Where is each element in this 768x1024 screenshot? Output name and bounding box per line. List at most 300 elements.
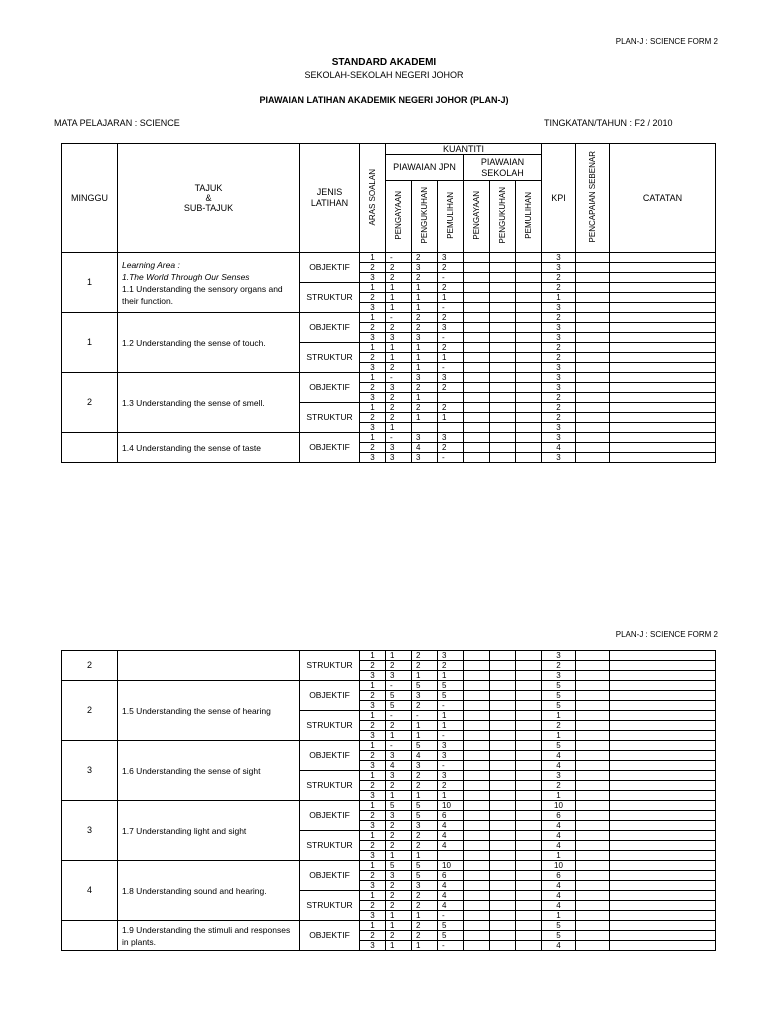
jpn-pengukuhan-cell: 1 — [412, 363, 438, 373]
aras-cell: 2 — [360, 931, 386, 941]
catatan-cell — [610, 433, 716, 443]
week-cell: 3 — [62, 801, 118, 861]
sek-pengukuhan-cell — [490, 731, 516, 741]
pencapaian-cell — [576, 253, 610, 263]
topic-line: 1.6 Understanding the sense of sight — [122, 765, 261, 776]
jpn-pemulihan-cell: - — [438, 701, 464, 711]
jpn-pengukuhan-cell: 1 — [412, 721, 438, 731]
sek-pemulihan-cell — [516, 363, 542, 373]
kpi-cell: 4 — [542, 751, 576, 761]
jpn-pengayaan-cell: 1 — [386, 851, 412, 861]
catatan-cell — [610, 751, 716, 761]
col-kuantiti: KUANTITI — [386, 144, 542, 155]
catatan-cell — [610, 453, 716, 463]
sek-pemulihan-cell — [516, 921, 542, 931]
kpi-cell: 3 — [542, 453, 576, 463]
pencapaian-cell — [576, 761, 610, 771]
catatan-cell — [610, 313, 716, 323]
sek-pengukuhan-cell — [490, 363, 516, 373]
catatan-cell — [610, 363, 716, 373]
aras-cell: 2 — [360, 871, 386, 881]
aras-cell: 3 — [360, 731, 386, 741]
aras-cell: 1 — [360, 741, 386, 751]
jpn-pengukuhan-cell: 1 — [412, 911, 438, 921]
jpn-pengayaan-cell: 1 — [386, 791, 412, 801]
jpn-pengayaan-cell: 1 — [386, 651, 412, 661]
aras-cell: 1 — [360, 433, 386, 443]
col-sek-pemulihan — [516, 181, 542, 253]
jpn-pemulihan-cell — [438, 423, 464, 433]
jpn-pengayaan-cell: 1 — [386, 303, 412, 313]
catatan-cell — [610, 871, 716, 881]
pencapaian-cell — [576, 413, 610, 423]
sek-pengukuhan-cell — [490, 393, 516, 403]
sek-pemulihan-cell — [516, 761, 542, 771]
sek-pengukuhan-cell — [490, 941, 516, 951]
jpn-pemulihan-cell: 3 — [438, 741, 464, 751]
pencapaian-cell — [576, 871, 610, 881]
sek-pengukuhan-cell — [490, 333, 516, 343]
pencapaian-cell — [576, 841, 610, 851]
sek-pengukuhan-cell — [490, 831, 516, 841]
sek-pemulihan-cell — [516, 691, 542, 701]
aras-cell: 2 — [360, 443, 386, 453]
sek-pemulihan-cell — [516, 741, 542, 751]
topic-line: Learning Area : — [122, 259, 180, 270]
jpn-pengayaan-cell: 2 — [386, 881, 412, 891]
aras-cell: 3 — [360, 363, 386, 373]
sek-pemulihan-cell — [516, 801, 542, 811]
catatan-cell — [610, 671, 716, 681]
pencapaian-cell — [576, 293, 610, 303]
sek-pengukuhan-cell — [490, 761, 516, 771]
sek-pemulihan-cell — [516, 901, 542, 911]
kpi-cell: 4 — [542, 941, 576, 951]
pencapaian-cell — [576, 343, 610, 353]
jpn-pengayaan-cell: 2 — [386, 363, 412, 373]
kpi-cell: 2 — [542, 283, 576, 293]
jenis-latihan-cell: STRUKTUR — [300, 343, 360, 373]
jpn-pemulihan-cell — [438, 851, 464, 861]
aras-cell: 3 — [360, 911, 386, 921]
jenis-latihan-cell: STRUKTUR — [300, 651, 360, 681]
jpn-pengukuhan-cell: 5 — [412, 811, 438, 821]
sek-pengayaan-cell — [464, 323, 490, 333]
table-row — [62, 801, 716, 811]
jpn-pengukuhan-cell: 2 — [412, 901, 438, 911]
pencapaian-cell — [576, 313, 610, 323]
sek-pengukuhan-cell — [490, 343, 516, 353]
sek-pemulihan-cell — [516, 651, 542, 661]
col-jenis-line1: JENIS — [316, 187, 343, 197]
sek-pengayaan-cell — [464, 901, 490, 911]
jpn-pengukuhan-cell: 2 — [412, 383, 438, 393]
pencapaian-cell — [576, 811, 610, 821]
col-jenis-line2: LATIHAN — [310, 198, 349, 208]
sek-pemulihan-cell — [516, 931, 542, 941]
col-jpn-pemulihan-label: PEMULIHAN — [446, 192, 455, 239]
sek-pemulihan-cell — [516, 881, 542, 891]
aras-cell: 2 — [360, 721, 386, 731]
col-sek-pemulihan-label: PEMULIHAN — [524, 192, 533, 239]
jpn-pemulihan-cell: 5 — [438, 931, 464, 941]
table-row — [62, 433, 716, 443]
kpi-cell: 3 — [542, 383, 576, 393]
kpi-cell: 6 — [542, 871, 576, 881]
week-cell — [62, 433, 118, 463]
pencapaian-cell — [576, 423, 610, 433]
jpn-pemulihan-cell: 5 — [438, 921, 464, 931]
grade-label: TINGKATAN/TAHUN : F2 / 2010 — [544, 118, 673, 128]
jpn-pemulihan-cell: 2 — [438, 313, 464, 323]
pencapaian-cell — [576, 661, 610, 671]
kpi-cell: 2 — [542, 781, 576, 791]
kpi-cell: 2 — [542, 721, 576, 731]
sek-pengukuhan-cell — [490, 671, 516, 681]
kpi-cell: 3 — [542, 323, 576, 333]
catatan-cell — [610, 721, 716, 731]
col-sek-pengukuhan-label: PENGUKUHAN — [498, 187, 507, 244]
jpn-pengukuhan-cell: 1 — [412, 353, 438, 363]
sek-pemulihan-cell — [516, 303, 542, 313]
sek-pengukuhan-cell — [490, 323, 516, 333]
jpn-pengayaan-cell: 5 — [386, 861, 412, 871]
aras-cell: 3 — [360, 393, 386, 403]
sek-pengayaan-cell — [464, 651, 490, 661]
sek-pengayaan-cell — [464, 383, 490, 393]
sek-pengayaan-cell — [464, 871, 490, 881]
sek-pengukuhan-cell — [490, 751, 516, 761]
sek-pengayaan-cell — [464, 831, 490, 841]
jenis-latihan-cell: STRUKTUR — [300, 771, 360, 801]
jpn-pengayaan-cell: 2 — [386, 413, 412, 423]
sek-pengayaan-cell — [464, 313, 490, 323]
jpn-pengayaan-cell: 2 — [386, 323, 412, 333]
pencapaian-cell — [576, 323, 610, 333]
kpi-cell: 10 — [542, 801, 576, 811]
catatan-cell — [610, 403, 716, 413]
jpn-pengayaan-cell: - — [386, 313, 412, 323]
jenis-latihan-cell: OBJEKTIF — [300, 313, 360, 343]
sek-pengayaan-cell — [464, 911, 490, 921]
kpi-cell: 4 — [542, 901, 576, 911]
jpn-pengayaan-cell: 1 — [386, 941, 412, 951]
catatan-cell — [610, 891, 716, 901]
sek-pengukuhan-cell — [490, 801, 516, 811]
jpn-pengukuhan-cell: 1 — [412, 671, 438, 681]
jpn-pengayaan-cell: 3 — [386, 771, 412, 781]
table-row — [62, 861, 716, 871]
kpi-cell: 5 — [542, 931, 576, 941]
kpi-cell: 2 — [542, 661, 576, 671]
kpi-cell: 4 — [542, 761, 576, 771]
jpn-pemulihan-cell: 6 — [438, 871, 464, 881]
catatan-cell — [610, 851, 716, 861]
kpi-cell: 2 — [542, 393, 576, 403]
col-minggu: MINGGU — [62, 144, 118, 253]
sek-pemulihan-cell — [516, 263, 542, 273]
kpi-cell: 5 — [542, 921, 576, 931]
sek-pengayaan-cell — [464, 701, 490, 711]
topic-line: 1.5 Understanding the sense of hearing — [122, 705, 271, 716]
kpi-cell: 3 — [542, 333, 576, 343]
aras-cell: 2 — [360, 353, 386, 363]
jpn-pengukuhan-cell: - — [412, 711, 438, 721]
topic-line: 1.2 Understanding the sense of touch. — [122, 337, 266, 348]
jenis-latihan-cell: STRUKTUR — [300, 711, 360, 741]
topic-cell — [118, 741, 300, 801]
aras-cell: 1 — [360, 283, 386, 293]
sek-pemulihan-cell — [516, 423, 542, 433]
jpn-pengayaan-cell: 3 — [386, 871, 412, 881]
sek-pemulihan-cell — [516, 283, 542, 293]
sek-pengukuhan-cell — [490, 303, 516, 313]
jpn-pengayaan-cell: 1 — [386, 283, 412, 293]
jpn-pemulihan-cell: 4 — [438, 891, 464, 901]
jpn-pemulihan-cell: 1 — [438, 671, 464, 681]
kpi-cell: 1 — [542, 911, 576, 921]
sek-pengayaan-cell — [464, 403, 490, 413]
sek-pengayaan-cell — [464, 253, 490, 263]
catatan-cell — [610, 303, 716, 313]
subject-label: MATA PELAJARAN : SCIENCE — [54, 118, 180, 128]
kpi-cell: 4 — [542, 841, 576, 851]
catatan-cell — [610, 423, 716, 433]
catatan-cell — [610, 413, 716, 423]
jpn-pengukuhan-cell: 4 — [412, 443, 438, 453]
jpn-pengukuhan-cell: 2 — [412, 771, 438, 781]
sek-pengayaan-cell — [464, 671, 490, 681]
col-jpn-pengukuhan — [412, 181, 438, 253]
jpn-pemulihan-cell: - — [438, 941, 464, 951]
sek-pengukuhan-cell — [490, 811, 516, 821]
sek-pemulihan-cell — [516, 403, 542, 413]
topic-line: 1.The World Through Our Senses — [122, 271, 250, 282]
pencapaian-cell — [576, 891, 610, 901]
topic-cell — [118, 921, 300, 951]
jpn-pemulihan-cell: 1 — [438, 791, 464, 801]
sek-pengukuhan-cell — [490, 353, 516, 363]
jpn-pengukuhan-cell: 5 — [412, 681, 438, 691]
jpn-pengayaan-cell: 2 — [386, 901, 412, 911]
jpn-pengayaan-cell: - — [386, 253, 412, 263]
sek-pengukuhan-cell — [490, 443, 516, 453]
jpn-pemulihan-cell: 6 — [438, 811, 464, 821]
sek-pemulihan-cell — [516, 661, 542, 671]
jpn-pemulihan-cell: - — [438, 453, 464, 463]
jpn-pengukuhan-cell: 2 — [412, 253, 438, 263]
kpi-cell: 3 — [542, 363, 576, 373]
sek-pengukuhan-cell — [490, 383, 516, 393]
week-cell: 2 — [62, 681, 118, 741]
catatan-cell — [610, 931, 716, 941]
sek-pemulihan-cell — [516, 323, 542, 333]
sek-pemulihan-cell — [516, 253, 542, 263]
sek-pengukuhan-cell — [490, 273, 516, 283]
kpi-cell: 3 — [542, 253, 576, 263]
sek-pengayaan-cell — [464, 841, 490, 851]
sek-pemulihan-cell — [516, 333, 542, 343]
jpn-pengayaan-cell: 2 — [386, 721, 412, 731]
jpn-pemulihan-cell: 2 — [438, 443, 464, 453]
jenis-latihan-cell: OBJEKTIF — [300, 801, 360, 831]
jenis-latihan-cell: OBJEKTIF — [300, 921, 360, 951]
jpn-pengukuhan-cell: 1 — [412, 343, 438, 353]
jpn-pengayaan-cell: 2 — [386, 841, 412, 851]
sek-pengukuhan-cell — [490, 931, 516, 941]
jpn-pengayaan-cell: 2 — [386, 821, 412, 831]
jenis-latihan-cell: STRUKTUR — [300, 403, 360, 433]
jpn-pengayaan-cell: 1 — [386, 423, 412, 433]
sek-pemulihan-cell — [516, 911, 542, 921]
jpn-pengukuhan-cell: 3 — [412, 373, 438, 383]
catatan-cell — [610, 293, 716, 303]
col-jpn-pengayaan-label: PENGAYAAN — [394, 191, 403, 240]
jpn-pengukuhan-cell: 2 — [412, 701, 438, 711]
sek-pemulihan-cell — [516, 293, 542, 303]
pencapaian-cell — [576, 731, 610, 741]
table-row — [62, 373, 716, 383]
col-pencapaian — [576, 144, 610, 253]
pencapaian-cell — [576, 373, 610, 383]
catatan-cell — [610, 661, 716, 671]
sek-pengayaan-cell — [464, 751, 490, 761]
catatan-cell — [610, 343, 716, 353]
aras-cell: 1 — [360, 861, 386, 871]
catatan-cell — [610, 283, 716, 293]
sek-pemulihan-cell — [516, 861, 542, 871]
col-sek-pengayaan — [464, 181, 490, 253]
pencapaian-cell — [576, 781, 610, 791]
sek-pemulihan-cell — [516, 811, 542, 821]
sek-pengayaan-cell — [464, 881, 490, 891]
jpn-pengukuhan-cell: 1 — [412, 851, 438, 861]
pencapaian-cell — [576, 273, 610, 283]
kpi-cell: 4 — [542, 881, 576, 891]
catatan-cell — [610, 911, 716, 921]
sek-pengukuhan-cell — [490, 253, 516, 263]
topic-cell — [118, 801, 300, 861]
kpi-cell: 4 — [542, 891, 576, 901]
jpn-pengayaan-cell: 2 — [386, 393, 412, 403]
sek-pemulihan-cell — [516, 751, 542, 761]
aras-cell: 1 — [360, 373, 386, 383]
kpi-cell: 5 — [542, 701, 576, 711]
jpn-pengukuhan-cell: 2 — [412, 661, 438, 671]
sek-pengukuhan-cell — [490, 283, 516, 293]
jpn-pemulihan-cell: - — [438, 761, 464, 771]
jpn-pemulihan-cell — [438, 393, 464, 403]
aras-cell: 2 — [360, 691, 386, 701]
jpn-pengayaan-cell: 3 — [386, 671, 412, 681]
sek-pengayaan-cell — [464, 771, 490, 781]
col-aras-label: ARAS SOALAN — [368, 168, 377, 226]
sek-pengayaan-cell — [464, 363, 490, 373]
sek-pengayaan-cell — [464, 851, 490, 861]
table-row — [62, 313, 716, 323]
pencapaian-cell — [576, 721, 610, 731]
sek-pemulihan-cell — [516, 701, 542, 711]
sek-pengukuhan-cell — [490, 851, 516, 861]
pencapaian-cell — [576, 443, 610, 453]
aras-cell: 2 — [360, 263, 386, 273]
sek-pengayaan-cell — [464, 263, 490, 273]
topic-line: 1.7 Understanding light and sight — [122, 825, 247, 836]
jpn-pengukuhan-cell: 5 — [412, 861, 438, 871]
sek-pemulihan-cell — [516, 721, 542, 731]
sek-pengukuhan-cell — [490, 821, 516, 831]
aras-cell: 2 — [360, 841, 386, 851]
aras-cell: 1 — [360, 651, 386, 661]
sek-pemulihan-cell — [516, 731, 542, 741]
jpn-pengayaan-cell: 2 — [386, 273, 412, 283]
kpi-cell: 10 — [542, 861, 576, 871]
sek-pengayaan-cell — [464, 761, 490, 771]
sek-pemulihan-cell — [516, 831, 542, 841]
sek-pengukuhan-cell — [490, 453, 516, 463]
topic-cell — [118, 313, 300, 373]
jpn-pengukuhan-cell: 3 — [412, 453, 438, 463]
sek-pengayaan-cell — [464, 343, 490, 353]
aras-cell: 2 — [360, 901, 386, 911]
jpn-pemulihan-cell: - — [438, 303, 464, 313]
catatan-cell — [610, 821, 716, 831]
jpn-pemulihan-cell: 10 — [438, 861, 464, 871]
table-row — [62, 681, 716, 691]
sek-pemulihan-cell — [516, 343, 542, 353]
col-sek-pengukuhan — [490, 181, 516, 253]
jpn-pengukuhan-cell: 2 — [412, 931, 438, 941]
col-jpn-pemulihan — [438, 181, 464, 253]
sek-pengayaan-cell — [464, 393, 490, 403]
jpn-pemulihan-cell: 1 — [438, 353, 464, 363]
jpn-pengukuhan-cell: 3 — [412, 691, 438, 701]
jpn-pengukuhan-cell: 3 — [412, 881, 438, 891]
jpn-pengukuhan-cell: 1 — [412, 283, 438, 293]
kpi-cell: 2 — [542, 343, 576, 353]
sek-pengukuhan-cell — [490, 263, 516, 273]
sek-pengukuhan-cell — [490, 433, 516, 443]
kpi-cell: 1 — [542, 293, 576, 303]
aras-cell: 1 — [360, 343, 386, 353]
col-tajuk-line1: TAJUK — [194, 183, 223, 193]
sek-pemulihan-cell — [516, 353, 542, 363]
jpn-pengukuhan-cell: 2 — [412, 781, 438, 791]
catatan-cell — [610, 841, 716, 851]
jpn-pengukuhan-cell — [412, 423, 438, 433]
catatan-cell — [610, 691, 716, 701]
pencapaian-cell — [576, 363, 610, 373]
col-sekolah-line2: SEKOLAH — [481, 167, 524, 178]
jpn-pemulihan-cell: 3 — [438, 433, 464, 443]
pencapaian-cell — [576, 831, 610, 841]
aras-cell: 1 — [360, 681, 386, 691]
kpi-cell: 3 — [542, 651, 576, 661]
pencapaian-cell — [576, 901, 610, 911]
sek-pengayaan-cell — [464, 721, 490, 731]
jpn-pengukuhan-cell: 5 — [412, 741, 438, 751]
sek-pemulihan-cell — [516, 273, 542, 283]
jpn-pengayaan-cell: 3 — [386, 453, 412, 463]
catatan-cell — [610, 353, 716, 363]
sek-pemulihan-cell — [516, 941, 542, 951]
sek-pengukuhan-cell — [490, 781, 516, 791]
jpn-pengayaan-cell: 3 — [386, 751, 412, 761]
jpn-pemulihan-cell: 1 — [438, 293, 464, 303]
aras-cell: 3 — [360, 761, 386, 771]
kpi-cell: 3 — [542, 771, 576, 781]
sek-pengayaan-cell — [464, 681, 490, 691]
